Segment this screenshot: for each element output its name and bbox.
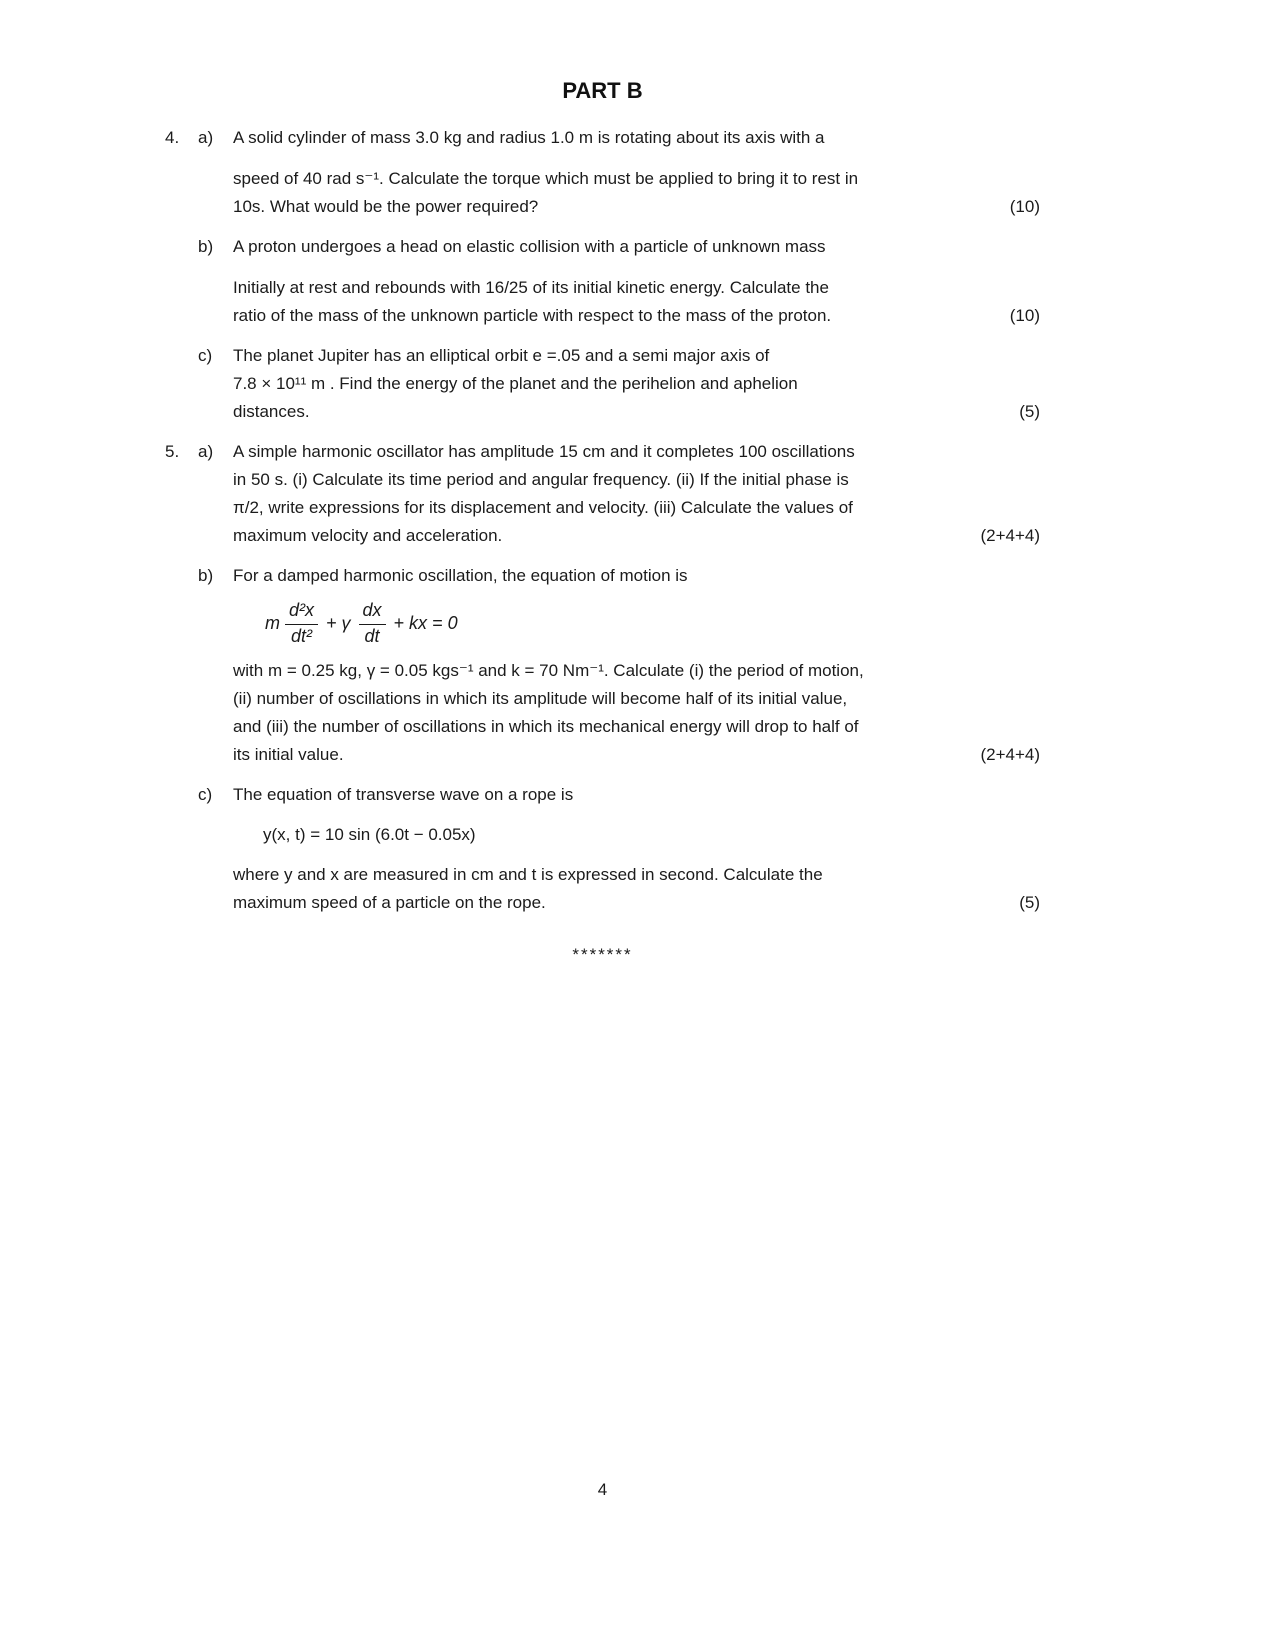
- question-text-line: [233, 522, 1040, 550]
- question-text: 10s. What would be the power required?: [233, 197, 539, 216]
- question-number: 5.: [165, 442, 180, 461]
- question-text-line: The equation of transverse wave on a rope is: [233, 785, 574, 805]
- part-label: a): [198, 442, 214, 461]
- part-label: c): [198, 785, 213, 805]
- question-text: distances.: [233, 402, 310, 421]
- part-title: PART B: [562, 78, 643, 103]
- end-of-paper-stars: *******: [572, 945, 633, 965]
- question-text-line: speed of 40 rad s⁻¹. Calculate the torque which must be applied to bring it to rest in: [233, 169, 859, 188]
- question-text: maximum speed of a particle on the rope.: [233, 893, 546, 913]
- question-text-line: where y and x are measured in cm and t is expressed in second. Calculate the: [233, 865, 823, 885]
- question-5b: [165, 562, 1040, 769]
- marks-badge: (2+4+4): [980, 526, 1040, 545]
- question-number: 4.: [165, 128, 180, 147]
- question-paragraph: [233, 274, 1040, 330]
- part-label: a): [198, 128, 214, 147]
- question-5a-body: [233, 438, 1040, 550]
- question-text: ratio of the mass of the unknown particle with respect to the mass of the proton.: [233, 306, 832, 325]
- fraction-numerator: d²x: [285, 600, 318, 625]
- question-text-line: Initially at rest and rebounds with 16/25 of its initial kinetic energy. Calculate the: [233, 278, 829, 297]
- fraction-denominator: dt: [364, 625, 380, 646]
- question-text-line: and (iii) the number of oscillations in which its mechanical energy will drop to half of: [233, 717, 859, 737]
- equation-operator: + γ: [326, 613, 351, 634]
- question-text-line: [233, 398, 1040, 426]
- exam-page-content: [165, 78, 1040, 969]
- question-4c: [165, 342, 1040, 426]
- marks-badge: (10): [1009, 197, 1040, 216]
- question-text-line: A proton undergoes a head on elastic collision with a particle of unknown mass: [233, 237, 826, 256]
- question-text-line: [233, 741, 1040, 769]
- question-number-spacer: [165, 233, 198, 330]
- equation-coefficient: m: [265, 613, 280, 634]
- question-paragraph: [233, 165, 1040, 221]
- question-text-line: [233, 889, 1040, 917]
- marks-badge: (5): [1019, 893, 1040, 913]
- page-number: 4: [597, 1480, 608, 1499]
- marks-badge: (2+4+4): [980, 745, 1040, 765]
- part-label: b): [198, 566, 214, 585]
- equation-tail: + kx = 0: [393, 613, 458, 634]
- question-number-spacer: [165, 342, 198, 426]
- fraction-numerator: dx: [359, 600, 386, 625]
- question-text-line: 7.8 × 10¹¹ m . Find the energy of the planet and the perihelion and aphelion: [233, 374, 798, 393]
- fraction-d2x-dt2: [285, 600, 318, 647]
- wave-equation: y(x, t) = 10 sin (6.0t − 0.05x): [263, 825, 476, 845]
- question-5a: [165, 438, 1040, 550]
- question-text-line: (ii) number of oscillations in which its amplitude will become half of its initial value,: [233, 689, 848, 709]
- question-4a: [165, 124, 1040, 221]
- question-4b: [165, 233, 1040, 330]
- marks-badge: (10): [1009, 306, 1040, 325]
- question-4a-body: [233, 124, 1040, 221]
- question-text-line: For a damped harmonic oscillation, the equation of motion is: [233, 566, 688, 585]
- question-text: maximum velocity and acceleration.: [233, 526, 503, 545]
- question-text-line: π/2, write expressions for its displacement and velocity. (iii) Calculate the values of: [233, 498, 853, 517]
- question-number-spacer: [165, 562, 198, 769]
- question-text-line: [233, 302, 1040, 330]
- equation-of-motion: [265, 600, 1040, 647]
- marks-badge: (5): [1019, 402, 1040, 421]
- question-text: its initial value.: [233, 745, 344, 765]
- question-text-line: with m = 0.25 kg, γ = 0.05 kgs⁻¹ and k = 70 Nm⁻¹. Calculate (i) the period of motion,: [233, 661, 864, 681]
- part-label: c): [198, 346, 213, 365]
- question-text-line: [233, 193, 1040, 221]
- question-4b-body: [233, 233, 1040, 330]
- question-5b-body: [233, 562, 1040, 769]
- question-text-line: A solid cylinder of mass 3.0 kg and radius 1.0 m is rotating about its axis with a: [233, 128, 825, 147]
- question-5c: [165, 781, 1040, 917]
- question-text-line: A simple harmonic oscillator has amplitude 15 cm and it completes 100 oscillations: [233, 442, 855, 461]
- question-4c-body: [233, 342, 1040, 426]
- question-text-line: in 50 s. (i) Calculate its time period and angular frequency. (ii) If the initial phase is: [233, 470, 849, 489]
- question-number-spacer: [165, 781, 198, 917]
- part-label: b): [198, 237, 214, 256]
- question-text-line: The planet Jupiter has an elliptical orbit e =.05 and a semi major axis of: [233, 346, 770, 365]
- fraction-dx-dt: [359, 600, 386, 647]
- fraction-denominator: dt²: [291, 625, 313, 646]
- question-5c-body: [233, 781, 1040, 917]
